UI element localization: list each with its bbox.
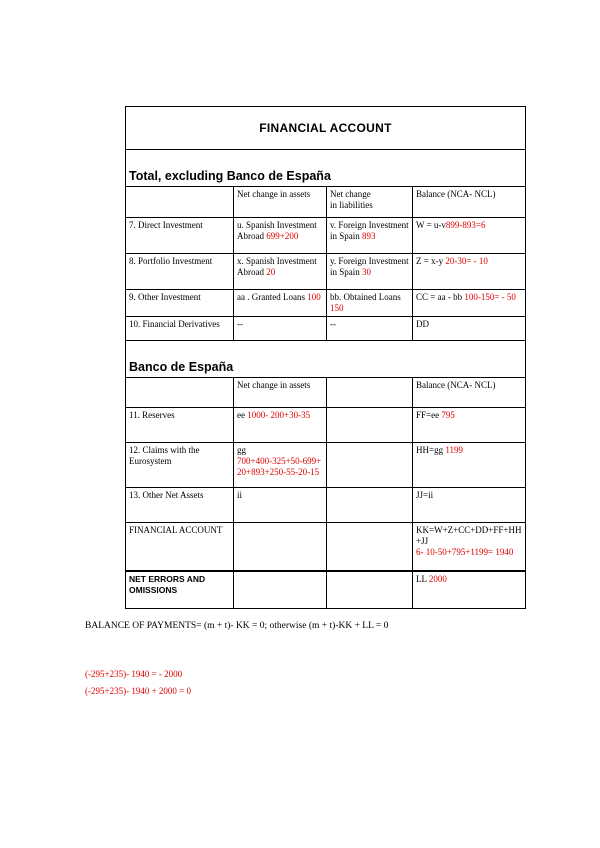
header-net-change-assets: Net change in assets xyxy=(234,378,327,408)
header-net-change-assets: Net change in assets xyxy=(234,187,327,218)
row-label: 10. Financial Derivatives xyxy=(126,317,234,341)
cell-balance: DD xyxy=(413,317,526,341)
financial-account-table xyxy=(125,106,526,571)
title-row xyxy=(126,107,526,150)
cell-assets: ee 1000- 200+30-35 xyxy=(234,408,327,443)
table-row xyxy=(126,317,526,341)
value: 2000 xyxy=(428,574,447,584)
table-row xyxy=(126,254,526,290)
header-row xyxy=(126,187,526,218)
header-cell-empty xyxy=(126,187,234,218)
cell-liabilities xyxy=(327,523,413,571)
cell-balance: CC = aa - bb 100-150= - 50 xyxy=(413,290,526,317)
cell-balance: Z = x-y 20-30= - 10 xyxy=(413,254,526,290)
table-row xyxy=(126,290,526,317)
table-row xyxy=(126,408,526,443)
cell-liabilities: -- xyxy=(327,317,413,341)
cell-assets: aa . Granted Loans 100 xyxy=(234,290,327,317)
cell-liabilities xyxy=(327,443,413,488)
row-label: FINANCIAL ACCOUNT xyxy=(126,523,234,571)
header-cell-empty xyxy=(327,378,413,408)
header-balance: Balance (NCA- NCL) xyxy=(413,378,526,408)
header-balance: Balance (NCA- NCL) xyxy=(413,187,526,218)
cell-balance: W = u-v899-893=6 xyxy=(413,218,526,254)
header-cell-empty xyxy=(126,378,234,408)
table-row xyxy=(126,523,526,571)
cell-liabilities: y. Foreign Investment in Spain 30 xyxy=(327,254,413,290)
section-row xyxy=(126,341,526,378)
value: 1000- 200+30-35 xyxy=(247,410,311,420)
row-label: 13. Other Net Assets xyxy=(126,488,234,523)
value: 150 xyxy=(330,303,344,313)
section-heading-banco: Banco de España xyxy=(126,341,526,378)
table-row xyxy=(126,572,526,609)
table-title: FINANCIAL ACCOUNT xyxy=(126,107,526,150)
cell-balance: KK=W+Z+CC+DD+FF+HH+JJ 6- 10-50+795+1199= 1940 xyxy=(413,523,526,571)
cell-balance: HH=gg 1199 xyxy=(413,443,526,488)
cell-liabilities xyxy=(327,408,413,443)
cell-empty xyxy=(234,572,327,609)
value: 100-150= - 50 xyxy=(464,292,516,302)
value: 893 xyxy=(362,231,376,241)
value: 899-893=6 xyxy=(445,220,486,230)
row-label: 12. Claims with the Eurosystem xyxy=(126,443,234,488)
value: 30 xyxy=(362,267,372,277)
cell-assets: u. Spanish Investment Abroad 699+200 xyxy=(234,218,327,254)
table-row xyxy=(126,218,526,254)
table-row xyxy=(126,488,526,523)
cell-assets: ii xyxy=(234,488,327,523)
cell-assets: x. Spanish Investment Abroad 20 xyxy=(234,254,327,290)
value: 795 xyxy=(441,410,455,420)
header-row xyxy=(126,378,526,408)
cell-assets: -- xyxy=(234,317,327,341)
cell-liabilities: bb. Obtained Loans 150 xyxy=(327,290,413,317)
cell-balance: LL 2000 xyxy=(413,572,526,609)
value: 100 xyxy=(307,292,321,302)
row-label: 7. Direct Investment xyxy=(126,218,234,254)
value: 20-30= - 10 xyxy=(445,256,488,266)
value: 1199 xyxy=(445,445,463,455)
cell-assets: gg 700+400-325+50-699+20+893+250-55-20-15 xyxy=(234,443,327,488)
value: 699+200 xyxy=(266,231,299,241)
equation-line-2: (-295+235)- 1940 + 2000 = 0 xyxy=(85,686,191,696)
value: 6- 10-50+795+1199= 1940 xyxy=(416,547,514,557)
cell-liabilities xyxy=(327,488,413,523)
row-label: 11. Reserves xyxy=(126,408,234,443)
balance-of-payments-text: BALANCE OF PAYMENTS= (m + t)- KK = 0; otherwise (m + t)-KK + LL = 0 xyxy=(85,621,389,631)
section-row xyxy=(126,150,526,187)
cell-balance: JJ=ii xyxy=(413,488,526,523)
equation-line-1: (-295+235)- 1940 = - 2000 xyxy=(85,669,183,679)
cell-empty xyxy=(327,572,413,609)
value: 20 xyxy=(266,267,276,277)
header-net-change-liabilities: Net change in liabilities xyxy=(327,187,413,218)
row-label: 8. Portfolio Investment xyxy=(126,254,234,290)
cell-liabilities: v. Foreign Investment in Spain 893 xyxy=(327,218,413,254)
row-label: 9. Other Investment xyxy=(126,290,234,317)
net-errors-table xyxy=(125,571,526,609)
cell-assets xyxy=(234,523,327,571)
section-heading-total: Total, excluding Banco de España xyxy=(126,150,526,187)
table-row xyxy=(126,443,526,488)
value: 700+400-325+50-699+20+893+250-55-20-15 xyxy=(237,456,322,477)
net-errors-label: NET ERRORS AND OMISSIONS xyxy=(126,572,234,609)
cell-balance: FF=ee 795 xyxy=(413,408,526,443)
